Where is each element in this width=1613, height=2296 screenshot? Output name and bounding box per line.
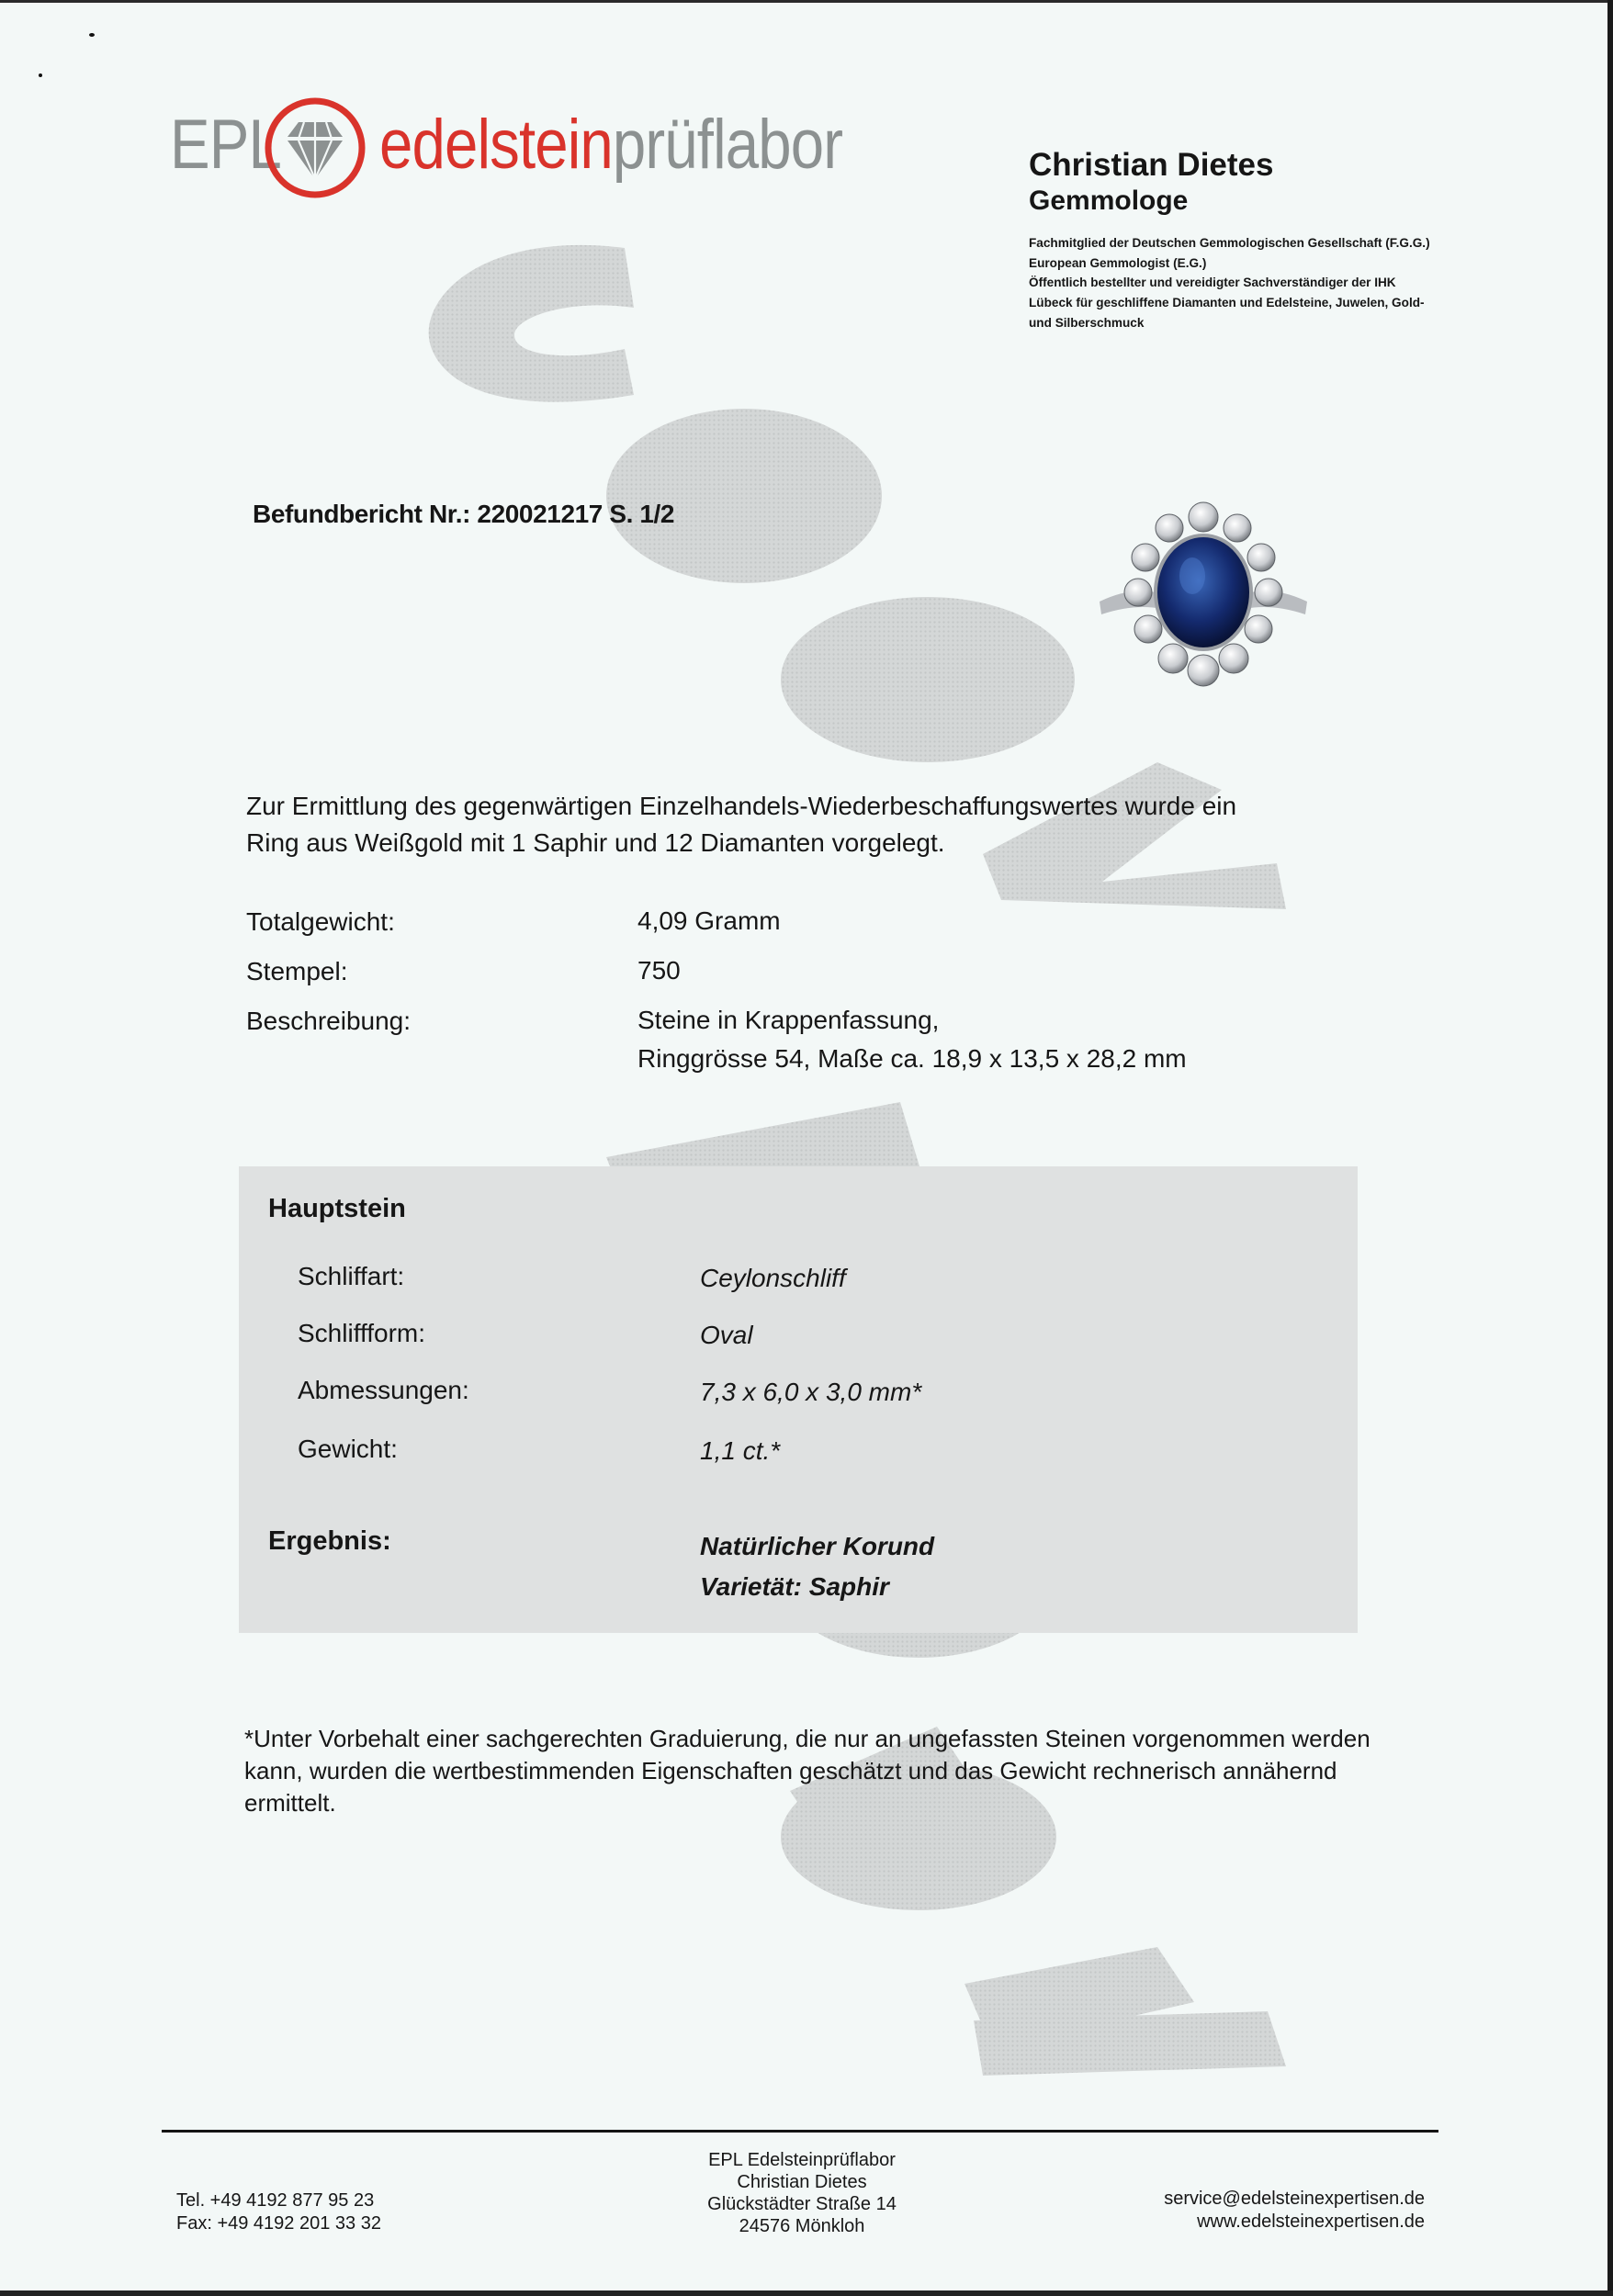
intro-line: Ring aus Weißgold mit 1 Saphir und 12 Diamanten vorgelegt. [246,828,945,857]
stone-value: 7,3 x 6,0 x 3,0 mm* [700,1378,922,1406]
stone-value: 1,1 ct.* [700,1436,781,1465]
expert-credential: European Gemmologist (E.G.) [1029,255,1207,270]
footer-contact-phone [176,2189,381,2235]
fact-label: Totalgewicht: [246,907,395,936]
stone-label: Schliffart: [298,1262,405,1290]
result-value: Natürlicher Korund [700,1532,935,1560]
stone-row-weight [298,1435,1308,1471]
logo-word-grey: prüflabor [612,106,843,184]
stone-row-shape [298,1319,1308,1356]
address-line: Christian Dietes [737,2172,867,2192]
fact-row-description [246,1007,1348,1091]
footer-tel: Tel. +49 4192 877 95 23 [176,2190,375,2211]
stone-label: Abmessungen: [298,1376,469,1404]
footnote-line: *Unter Vorbehalt einer sachgerechten Graduierung, die nur an ungefassten Steinen vorgenommen werden [244,1725,1370,1752]
scan-speck [89,33,95,37]
footer-website: www.edelsteinexpertisen.de [1197,2212,1425,2232]
fact-value-line: Ringgrösse 54, Maße ca. 18,9 x 13,5 x 28,2 mm [637,1044,1187,1073]
fact-row-hallmark [246,957,1348,1007]
logo-word-red: edelstein [379,106,613,184]
stone-value: Ceylonschliff [700,1264,846,1292]
expert-name: Christian Dietes [1029,147,1274,183]
footnote-line: kann, wurden die wertbestimmenden Eigenschaften geschätzt und das Gewicht rechnerisch annähernd [244,1757,1337,1784]
result-label: Ergebnis: [268,1526,391,1556]
main-stone-panel [239,1166,1358,1633]
fact-label: Beschreibung: [246,1007,412,1035]
logo-wordmark [379,106,843,184]
fact-value-line: Steine in Krappenfassung, [637,1006,940,1034]
footer-address [669,2149,935,2237]
result-value: Varietät: Saphir [700,1572,889,1601]
expert-credential: Lübeck für geschliffene Diamanten und Edelsteine, Juwelen, Gold- [1029,296,1425,310]
sapphire-diamond-ring-photo [1098,501,1309,689]
report-number: Befundbericht Nr.: 220021217 S. 1/2 [253,500,675,528]
footer-divider [162,2130,1438,2133]
stone-row-dimensions [298,1376,1308,1412]
intro-paragraph [246,788,1348,861]
expert-title: Gemmologe [1029,186,1189,217]
stone-value: Oval [700,1321,753,1349]
scan-speck [39,73,42,77]
expert-block [1029,147,1488,333]
scan-edge-bottom [0,2290,1613,2296]
footnote-line: ermittelt. [244,1789,336,1817]
intro-line: Zur Ermittlung des gegenwärtigen Einzelhandels-Wiederbeschaffungswertes wurde ein [246,792,1237,820]
stone-row-cut [298,1262,1308,1299]
expert-credential: Öffentlich bestellter und vereidigter Sachverständiger der IHK [1029,276,1396,290]
stone-label: Schliffform: [298,1319,426,1347]
stone-label: Gewicht: [298,1435,398,1463]
fact-value: 750 [637,956,681,985]
fact-label: Stempel: [246,957,348,985]
item-facts [246,907,1348,1091]
scan-edge-right [1607,0,1613,2296]
fact-value [637,1001,1187,1078]
diamond-in-circle-icon [264,96,367,199]
fact-value: 4,09 Gramm [637,906,781,935]
footer-contact-web [1164,2188,1425,2234]
logo-prefix: EPL [170,106,281,184]
result-values [700,1526,934,1607]
footer-fax: Fax: +49 4192 201 33 32 [176,2213,381,2234]
address-line: EPL Edelsteinprüflabor [708,2150,896,2170]
address-line: Glückstädter Straße 14 [707,2194,897,2214]
scan-edge-top [0,0,1613,3]
expert-credential: und Silberschmuck [1029,315,1145,330]
main-stone-heading: Hauptstein [268,1194,406,1223]
fact-row-total-weight [246,907,1348,957]
address-line: 24576 Mönkloh [739,2216,865,2236]
expert-credential: Fachmitglied der Deutschen Gemmologischen Gesellschaft (F.G.G.) [1029,235,1430,250]
footer-email: service@edelsteinexpertisen.de [1164,2189,1425,2209]
footnote [244,1723,1420,1819]
